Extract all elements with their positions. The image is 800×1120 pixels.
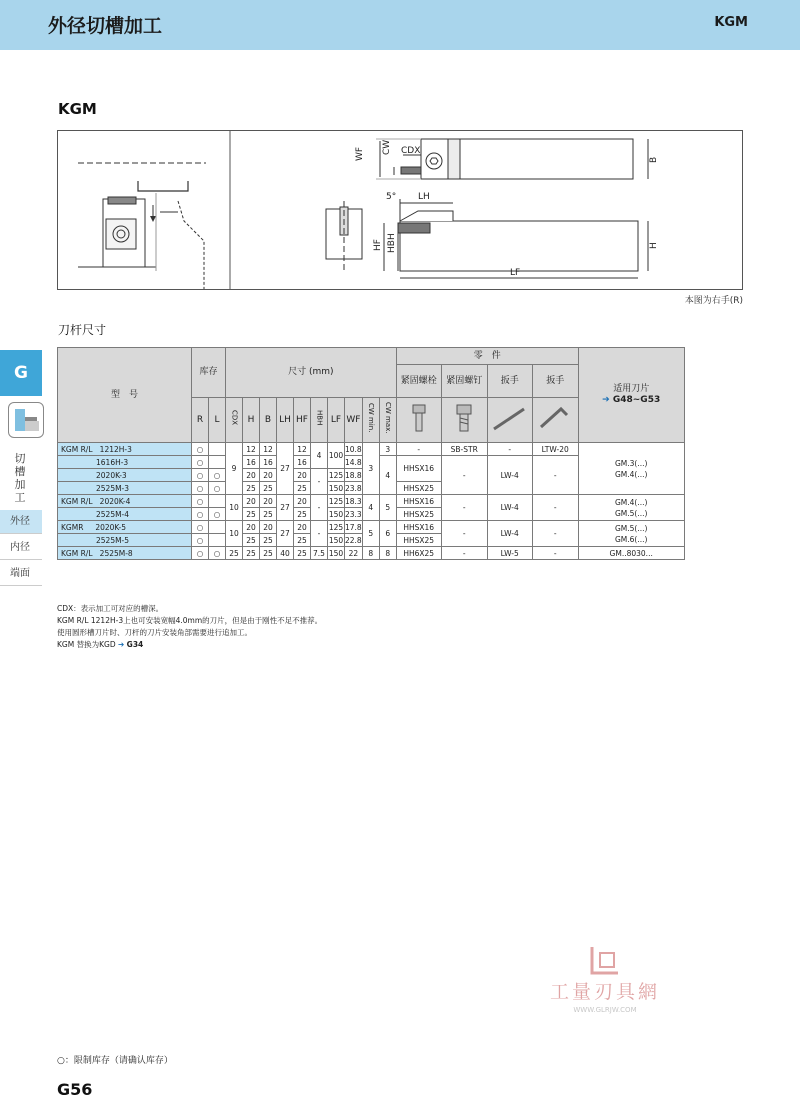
cw-min-value: 4	[362, 495, 379, 521]
insert-value	[578, 521, 684, 547]
tool-drawing-svg	[58, 131, 742, 289]
chapter-tab-g[interactable]: G	[0, 350, 42, 396]
wf-value: 17.8	[345, 522, 362, 532]
stock-l	[209, 534, 226, 547]
bolt-image	[396, 398, 441, 443]
note-text: KGM 替换为KGD	[57, 640, 116, 649]
header-hf: HF	[294, 398, 311, 443]
wf-value: 14.8	[345, 457, 362, 467]
header-parts: 零 件	[396, 348, 578, 365]
header-inserts	[578, 348, 684, 443]
hf-value: 20	[294, 469, 311, 482]
cdx-value: 10	[226, 495, 243, 521]
wrench1-value: LW-4	[487, 495, 532, 521]
section-title: KGM	[58, 100, 97, 118]
lf-value: 150	[328, 509, 344, 519]
sidebar-item-od[interactable]: 外径	[0, 510, 42, 534]
h-value: 20	[243, 495, 260, 508]
header-b: B	[260, 398, 277, 443]
insert-line: GM.5(...)	[614, 523, 648, 533]
b-value: 12	[260, 443, 277, 456]
wrench2-value: -	[532, 456, 578, 495]
cw-max-value: 6	[379, 521, 396, 547]
header-h: H	[243, 398, 260, 443]
page-number: G56	[57, 1080, 93, 1099]
stock-r: ○	[192, 521, 209, 534]
model-cell	[58, 547, 192, 560]
page-header	[0, 0, 800, 50]
dim-hf: HF	[373, 239, 383, 251]
b-value: 25	[260, 534, 277, 547]
screw-value: SB-STR	[441, 443, 487, 456]
hbh-value: -	[311, 495, 328, 521]
model-name: 1616H-3	[58, 456, 192, 469]
lf-value: 150	[328, 535, 344, 545]
table-title: 刀杆尺寸	[58, 323, 107, 337]
table-notes	[57, 603, 322, 651]
screw-value: -	[441, 521, 487, 547]
tool-top-view	[376, 139, 648, 179]
stock-footnote: ○：限制库存（请确认库存）	[57, 1056, 173, 1066]
model-name: 1212H-3	[99, 444, 132, 454]
tool-side-view	[326, 199, 648, 278]
model-name: 2525M-5	[58, 534, 192, 547]
hf-value: 25	[294, 547, 311, 560]
model-name: 2525M-3	[58, 482, 192, 495]
model-prefix: KGM R/L	[61, 496, 93, 506]
header-l: L	[209, 398, 226, 443]
h-value: 25	[243, 534, 260, 547]
cdx-value: 10	[226, 521, 243, 547]
header-clamp-screw: 紧固螺钉	[441, 365, 487, 398]
model-name: 2020K-5	[95, 522, 127, 532]
header-cdx: CDX	[230, 410, 239, 426]
table-row	[58, 443, 685, 456]
cw-min-value: 8	[362, 547, 379, 560]
dim-cw: CW	[382, 139, 392, 155]
note-line-ref	[57, 639, 322, 651]
workpiece-view	[78, 163, 206, 289]
sidebar-item-id[interactable]: 内径	[0, 536, 42, 560]
table-row	[58, 495, 685, 508]
arrow-right-icon: ➔	[117, 640, 125, 649]
h-value: 25	[243, 482, 260, 495]
stock-r: ○	[192, 469, 209, 482]
model-name: 2020K-3	[58, 469, 192, 482]
stock-l: ○	[209, 547, 226, 560]
model-cell	[58, 443, 192, 456]
insert-line: GM.3(...)	[614, 458, 648, 468]
stock-l: ○	[209, 469, 226, 482]
page-title: 外径切槽加工	[48, 15, 163, 37]
stock-r: ○	[192, 547, 209, 560]
screw-value: -	[441, 547, 487, 560]
model-name: 2020K-4	[99, 496, 131, 506]
lh-value: 27	[277, 443, 294, 495]
insert-page-range: G48~G53	[612, 395, 661, 405]
hf-value: 20	[294, 495, 311, 508]
insert-line: GM.4(...)	[614, 469, 648, 479]
b-value: 20	[260, 521, 277, 534]
note-line: CDX：表示加工可对应的槽深。	[57, 604, 164, 613]
bolt-value: HHSX16	[396, 495, 441, 508]
hf-value: 25	[294, 482, 311, 495]
screw-icon	[454, 403, 474, 433]
bolt-value: HHSX25	[396, 534, 441, 547]
product-code: KGM	[714, 15, 748, 30]
lf-value: 100	[328, 443, 345, 469]
wrench1-value: LW-4	[487, 521, 532, 547]
model-name: 2525M-8	[99, 548, 133, 558]
tool-drawing	[57, 130, 743, 290]
stock-r: ○	[192, 508, 209, 521]
model-cell	[58, 521, 192, 534]
note-line: KGM R/L 1212H-3上也可安装宽幅4.0mm的刀片，但是由于刚性不足不推荐。	[57, 616, 323, 625]
dim-angle: 5°	[386, 192, 397, 202]
hf-value: 25	[294, 534, 311, 547]
hbh-value: 7.5	[311, 547, 328, 560]
watermark-logo-icon	[588, 945, 622, 975]
cw-max-value: 3	[379, 443, 396, 456]
stock-l	[209, 443, 226, 456]
header-dimensions: 尺寸 (mm)	[226, 348, 397, 398]
wf-value: 18.3	[345, 496, 362, 506]
cw-max-value: 8	[379, 547, 396, 560]
table-row	[58, 521, 685, 534]
stock-l: ○	[209, 508, 226, 521]
stock-r: ○	[192, 482, 209, 495]
cw-max-value: 4	[379, 456, 396, 495]
header-stock: 库存	[192, 348, 226, 398]
stock-r: ○	[192, 443, 209, 456]
h-value: 25	[243, 508, 260, 521]
h-value: 20	[243, 521, 260, 534]
figure-note: 本图为右手(R)	[684, 296, 743, 306]
insert-value	[578, 443, 684, 495]
lf-value: 125	[328, 522, 344, 532]
wrench2-value: -	[532, 521, 578, 547]
bolt-value: HHSX25	[396, 508, 441, 521]
header-wrench-1: 扳手	[487, 365, 532, 398]
header-model: 型 号	[58, 348, 192, 443]
cdx-value: 25	[226, 547, 243, 560]
header-clamp-bolt: 紧固螺栓	[396, 365, 441, 398]
stock-r: ○	[192, 534, 209, 547]
lh-value: 27	[277, 495, 294, 521]
dim-h: H	[649, 242, 659, 249]
dim-b: B	[649, 156, 659, 163]
h-value: 20	[243, 469, 260, 482]
header-wrench-2: 扳手	[532, 365, 578, 398]
insert-line: GM.5(...)	[614, 508, 648, 518]
wrench-image-1	[487, 398, 532, 443]
hf-value: 20	[294, 521, 311, 534]
wrench2-value: -	[532, 547, 578, 560]
model-name: 2525M-4	[58, 508, 192, 521]
bolt-value: HHSX16	[396, 456, 441, 482]
hbh-value: -	[311, 521, 328, 547]
note-page-link[interactable]: G34	[126, 640, 144, 649]
wf-value: 23.8	[345, 483, 362, 493]
dim-hbh: HBH	[387, 233, 397, 253]
header-lf: LF	[328, 398, 345, 443]
wrench1-value: -	[487, 443, 532, 456]
header-cw-min: CW min.	[367, 403, 376, 433]
b-value: 25	[260, 482, 277, 495]
stock-l	[209, 495, 226, 508]
hf-value: 16	[294, 456, 311, 469]
cw-min-value: 5	[362, 521, 379, 547]
cw-min-value: 3	[362, 443, 379, 495]
bolt-value: HHSX25	[396, 482, 441, 495]
bolt-value: HH6X25	[396, 547, 441, 560]
stock-l	[209, 521, 226, 534]
lf-value: 150	[328, 483, 344, 493]
model-cell	[58, 495, 192, 508]
lh-value: 40	[277, 547, 294, 560]
b-value: 16	[260, 456, 277, 469]
hbh-value: 4	[311, 443, 328, 469]
screw-value: -	[441, 456, 487, 495]
header-lh: LH	[277, 398, 294, 443]
watermark	[535, 945, 675, 1014]
insert-value	[578, 495, 684, 521]
wf-value: 18.8	[345, 470, 362, 480]
table-row	[58, 547, 685, 560]
lf-value: 125	[328, 470, 344, 480]
b-value: 20	[260, 469, 277, 482]
insert-line: GM.6(...)	[614, 534, 648, 544]
header-wf: WF	[345, 398, 363, 443]
stock-r: ○	[192, 456, 209, 469]
header-hbh: HBH	[315, 410, 324, 426]
header-cw-max: CW max.	[384, 402, 393, 434]
lh-value: 27	[277, 521, 294, 547]
sidebar-item-face[interactable]: 端面	[0, 562, 42, 586]
wrench1-value: LW-5	[487, 547, 532, 560]
wf-value: 23.3	[345, 509, 362, 519]
torx-wrench-icon	[490, 403, 530, 433]
arrow-right-icon: ➔	[602, 395, 610, 405]
hf-value: 25	[294, 508, 311, 521]
hf-value: 12	[294, 443, 311, 456]
stock-r: ○	[192, 495, 209, 508]
bolt-icon	[409, 403, 429, 433]
hbh-value: -	[311, 469, 328, 495]
dim-lf: LF	[510, 268, 521, 278]
sidebar-vertical-label: 切槽加工	[14, 452, 26, 504]
model-prefix: KGM R/L	[61, 548, 93, 558]
screw-image	[441, 398, 487, 443]
wrench-image-2	[532, 398, 578, 443]
wf-value: 22.8	[345, 535, 362, 545]
h-value: 12	[243, 443, 260, 456]
insert-value: GM..8030...	[578, 547, 684, 560]
screw-value: -	[441, 495, 487, 521]
grooving-icon	[8, 402, 44, 438]
note-line: 使用圆形槽刀片时、刀杆的刀片安装角部需要进行追加工。	[57, 628, 252, 637]
insert-line: GM.4(...)	[614, 497, 648, 507]
wrench2-value: LTW-20	[532, 443, 578, 456]
insert-page-ref[interactable]	[579, 395, 684, 406]
wrench2-value: -	[532, 495, 578, 521]
h-value: 25	[243, 547, 260, 560]
h-value: 16	[243, 456, 260, 469]
b-value: 25	[260, 547, 277, 560]
bolt-value: -	[396, 443, 441, 456]
lf-value: 125	[328, 496, 344, 506]
header-inserts-label: 适用刀片	[613, 384, 650, 394]
dim-lh: LH	[418, 192, 430, 202]
dim-wf: WF	[355, 146, 365, 161]
hex-key-icon	[535, 403, 575, 433]
header-r: R	[192, 398, 209, 443]
model-prefix: KGMR	[61, 522, 84, 532]
watermark-url: WWW.GLRJW.COM	[573, 1006, 637, 1014]
bolt-value: HHSX16	[396, 521, 441, 534]
b-value: 25	[260, 508, 277, 521]
wf-value: 10.8	[345, 444, 362, 454]
cw-max-value: 5	[379, 495, 396, 521]
b-value: 20	[260, 495, 277, 508]
cdx-value: 9	[226, 443, 243, 495]
watermark-text: 工量刃具網	[549, 981, 660, 1003]
dim-cdx: CDX	[401, 146, 421, 156]
model-prefix: KGM R/L	[61, 444, 93, 454]
stock-l: ○	[209, 482, 226, 495]
toolholder-spec-table	[57, 347, 685, 560]
wrench1-value: LW-4	[487, 456, 532, 495]
stock-l	[209, 456, 226, 469]
lf-value: 150	[328, 548, 344, 558]
wf-value: 22	[345, 547, 363, 560]
